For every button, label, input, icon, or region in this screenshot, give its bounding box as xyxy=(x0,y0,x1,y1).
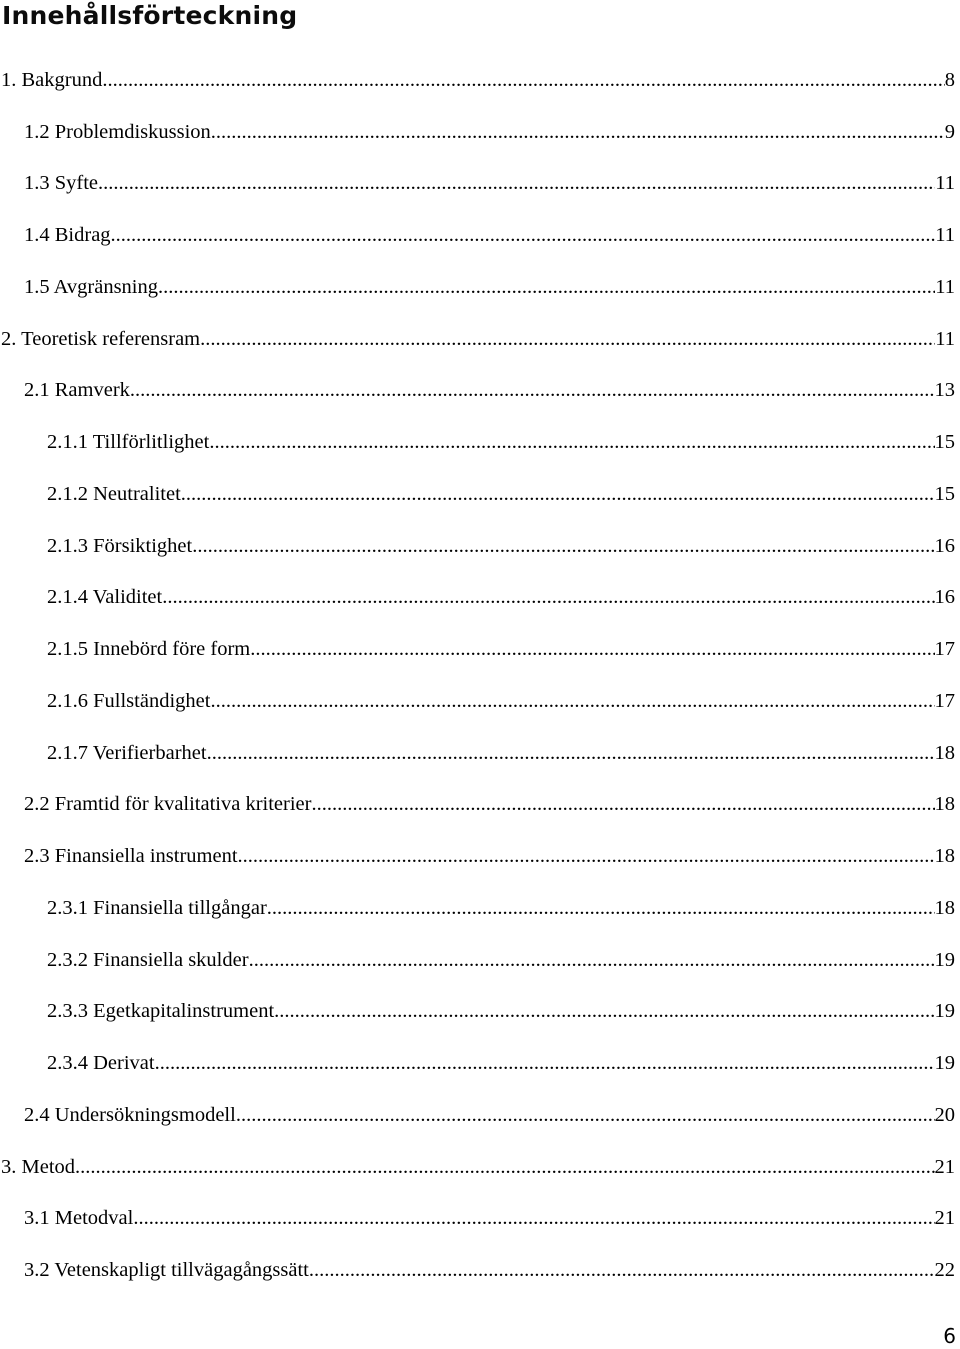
toc-entry-label: 1. Bakgrund xyxy=(1,68,103,91)
toc-entry-label: 2.3.3 Egetkapitalinstrument xyxy=(47,1000,275,1023)
toc-dot-leader xyxy=(249,947,935,973)
toc-entry-label: 2.3.1 Finansiella tillgångar xyxy=(47,896,267,919)
toc-dot-leader xyxy=(158,274,935,300)
toc-dot-leader xyxy=(236,1102,935,1128)
toc-entry-page: 19 xyxy=(934,1052,955,1075)
toc-dot-leader xyxy=(75,1154,934,1180)
toc-dot-leader xyxy=(238,843,935,869)
toc-entry-page: 18 xyxy=(934,896,955,919)
toc-entry-page: 22 xyxy=(934,1259,955,1282)
toc-dot-leader xyxy=(192,533,934,559)
toc-entry[interactable] xyxy=(0,54,960,106)
toc-dot-leader xyxy=(209,429,934,455)
toc-entry[interactable] xyxy=(0,1037,960,1089)
toc-entry-page: 16 xyxy=(934,534,955,557)
toc-dot-leader xyxy=(102,67,944,93)
toc-entry-label: 2.3.4 Derivat xyxy=(47,1052,155,1075)
toc-entry-label: 2.1 Ramverk xyxy=(24,379,130,402)
toc-entry-label: 2.2 Framtid för kvalitativa kriterier xyxy=(24,793,312,816)
toc-entry[interactable] xyxy=(0,623,960,675)
toc-entry-page: 18 xyxy=(934,845,955,868)
toc-entry[interactable] xyxy=(0,365,960,417)
toc-entry-label: 2.1.1 Tillförlitlighet xyxy=(47,431,210,454)
toc-entry[interactable] xyxy=(0,934,960,986)
toc-dot-leader xyxy=(274,998,934,1024)
toc-entry-label: 2.1.2 Neutralitet xyxy=(47,482,181,505)
toc-entry-label: 1.3 Syfte xyxy=(24,172,99,195)
toc-entry-label: 1.2 Problemdiskussion xyxy=(24,120,211,143)
toc-entry-page: 19 xyxy=(934,1000,955,1023)
toc-entry[interactable] xyxy=(0,520,960,572)
toc-entry-page: 9 xyxy=(944,120,955,143)
toc-entry-page: 8 xyxy=(944,68,955,91)
toc-dot-leader xyxy=(133,1205,934,1231)
toc-dot-leader xyxy=(250,636,934,662)
toc-entry[interactable] xyxy=(0,468,960,520)
toc-entry-page: 15 xyxy=(934,482,955,505)
toc-entry-page: 17 xyxy=(934,689,955,712)
toc-dot-leader xyxy=(98,170,935,196)
toc-dot-leader xyxy=(309,1257,935,1283)
toc-dot-leader xyxy=(162,584,934,610)
toc-entry[interactable] xyxy=(0,1193,960,1245)
toc-entry-page: 15 xyxy=(934,431,955,454)
toc-entry-page: 18 xyxy=(934,741,955,764)
toc-dot-leader xyxy=(311,791,934,817)
toc-dot-leader xyxy=(210,688,934,714)
toc-entry-label: 3. Metod xyxy=(1,1155,76,1178)
toc-entry[interactable] xyxy=(0,261,960,313)
toc-entry-label: 1.5 Avgränsning xyxy=(24,275,159,298)
toc-entry[interactable] xyxy=(0,779,960,831)
toc-entry-page: 21 xyxy=(934,1207,955,1230)
toc-entry-label: 2.1.3 Försiktighet xyxy=(47,534,193,557)
toc-entry-label: 1.4 Bidrag xyxy=(24,224,111,247)
toc-entry[interactable] xyxy=(0,209,960,261)
toc-entry-label: 2.4 Undersökningsmodell xyxy=(24,1103,236,1126)
toc-entry-page: 11 xyxy=(935,327,955,350)
toc-entry[interactable] xyxy=(0,1089,960,1141)
toc-entry-label: 2.1.4 Validitet xyxy=(47,586,163,609)
toc-entry[interactable] xyxy=(0,106,960,158)
toc-entry[interactable] xyxy=(0,727,960,779)
toc-entry-label: 3.1 Metodval xyxy=(24,1207,134,1230)
toc-entry-page: 19 xyxy=(934,948,955,971)
toc-entry-label: 2.1.7 Verifierbarhet xyxy=(47,741,207,764)
toc-entry[interactable] xyxy=(0,986,960,1038)
toc-entry-page: 16 xyxy=(934,586,955,609)
toc-entry-label: 2.3 Finansiella instrument xyxy=(24,845,238,868)
toc-entry-page: 20 xyxy=(934,1103,955,1126)
toc-entry-page: 11 xyxy=(935,275,955,298)
toc-dot-leader xyxy=(211,119,945,145)
toc-entry[interactable] xyxy=(0,882,960,934)
toc-entry-label: 3.2 Vetenskapligt tillvägagångssätt xyxy=(24,1259,309,1282)
toc-dot-leader xyxy=(207,740,935,766)
toc-dot-leader xyxy=(155,1050,935,1076)
toc-dot-leader xyxy=(267,895,935,921)
table-of-contents xyxy=(0,54,960,1296)
toc-entry[interactable] xyxy=(0,675,960,727)
toc-entry-page: 11 xyxy=(935,224,955,247)
toc-entry[interactable] xyxy=(0,416,960,468)
page-number: 6 xyxy=(943,1324,956,1348)
toc-entry-page: 17 xyxy=(934,638,955,661)
toc-entry-label: 2. Teoretisk referensram xyxy=(1,327,201,350)
toc-dot-leader xyxy=(130,377,935,403)
toc-entry[interactable] xyxy=(0,572,960,624)
toc-entry-label: 2.1.6 Fullständighet xyxy=(47,689,211,712)
toc-entry-page: 11 xyxy=(935,172,955,195)
toc-entry[interactable] xyxy=(0,158,960,210)
toc-entry-page: 21 xyxy=(934,1155,955,1178)
toc-entry-page: 18 xyxy=(934,793,955,816)
toc-entry[interactable] xyxy=(0,313,960,365)
toc-dot-leader xyxy=(181,481,935,507)
page-title: Innehållsförteckning xyxy=(2,1,298,30)
toc-entry[interactable] xyxy=(0,1141,960,1193)
toc-entry[interactable] xyxy=(0,830,960,882)
toc-dot-leader xyxy=(200,326,935,352)
toc-entry-label: 2.3.2 Finansiella skulder xyxy=(47,948,249,971)
toc-entry[interactable] xyxy=(0,1244,960,1296)
toc-entry-label: 2.1.5 Innebörd före form xyxy=(47,638,251,661)
toc-entry-page: 13 xyxy=(934,379,955,402)
toc-dot-leader xyxy=(111,222,936,248)
